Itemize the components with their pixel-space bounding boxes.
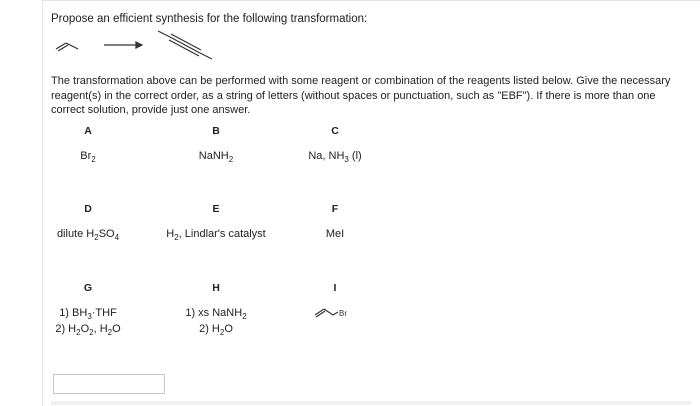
option-c (255, 125, 415, 166)
option-reagent-line-2: 2) $H_2O_2$, $H_2O$ (55, 323, 121, 338)
bottom-divider (51, 401, 691, 405)
option-reagent: MeI (325, 228, 345, 240)
option-reagent-line-1: 1) $BH_3\cdot THF$ (59, 307, 117, 322)
starting-material-propene (56, 43, 78, 51)
option-reagent-line-1: 1) xs NaNH$_2$ (185, 307, 247, 322)
reaction-scheme (50, 28, 230, 64)
question-instructions: The transformation above can be performed with some reagent or combination of the reagents listed below. Give the necessary reagent(s) in the correct order, as a string of letters (without spaces or punctuation, such as "EBF"). If there is more than one correct solution, provide just one answer. (51, 75, 671, 116)
option-reagent: dilute $H_2SO_4$ (56, 228, 120, 243)
option-letter: E (212, 203, 220, 215)
option-letter: G (83, 282, 93, 294)
top-divider (42, 0, 700, 1)
bromine-label: Br (339, 309, 347, 318)
option-reagent-line-2: 2) $H_2O$ (199, 323, 233, 338)
question-prompt: Propose an efficient synthesis for the following transformation: (51, 13, 368, 25)
option-letter: B (212, 125, 220, 137)
option-letter: A (84, 125, 92, 137)
reaction-arrow-icon (104, 42, 142, 48)
option-i (255, 282, 415, 325)
option-letter: C (331, 125, 339, 137)
answer-input[interactable] (53, 374, 165, 394)
option-reagent: NaNH$_2$ (198, 150, 234, 165)
option-reagent: $Br_2$ (80, 150, 96, 165)
allyl-bromide-structure (305, 300, 365, 322)
option-letter: H (212, 282, 220, 294)
option-reagent: $H_2$, Lindlar's catalyst (166, 228, 266, 243)
option-letter: D (84, 203, 92, 215)
option-reagent: Na, $NH_3$ (l) (308, 150, 362, 165)
option-f (255, 203, 415, 241)
option-letter: F (331, 203, 339, 215)
option-letter: I (333, 282, 337, 294)
product-alkyne (158, 31, 212, 59)
